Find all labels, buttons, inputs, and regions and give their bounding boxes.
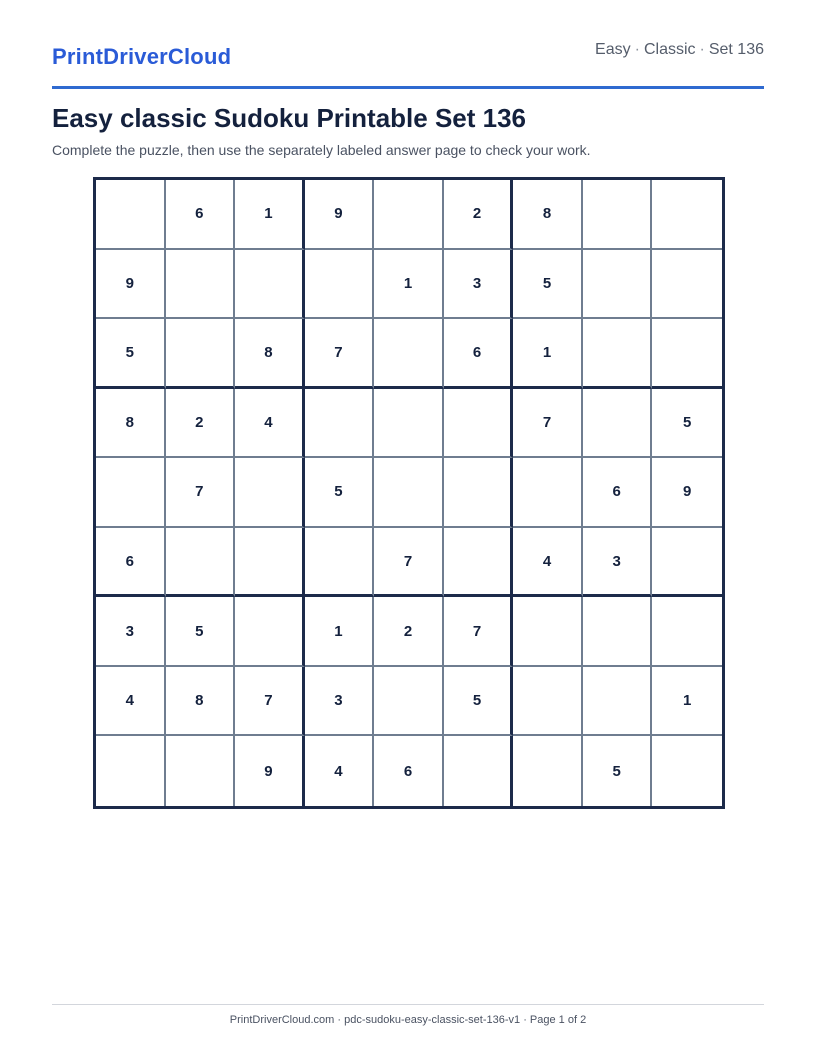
page-footer: PrintDriverCloud.com · pdc-sudoku-easy-classic-set-136-v1 · Page 1 of 2 (52, 1004, 764, 1026)
sudoku-empty-cell[interactable] (583, 180, 653, 250)
sudoku-given-cell[interactable]: 3 (305, 667, 375, 737)
sudoku-empty-cell[interactable] (583, 250, 653, 320)
sudoku-empty-cell[interactable] (652, 319, 722, 389)
sudoku-given-cell[interactable]: 1 (305, 597, 375, 667)
sudoku-given-cell[interactable]: 4 (235, 389, 305, 459)
sudoku-empty-cell[interactable] (444, 528, 514, 598)
sudoku-empty-cell[interactable] (96, 458, 166, 528)
sudoku-empty-cell[interactable] (374, 180, 444, 250)
sudoku-empty-cell[interactable] (235, 458, 305, 528)
sudoku-empty-cell[interactable] (166, 319, 236, 389)
sudoku-given-cell[interactable]: 8 (96, 389, 166, 459)
sudoku-given-cell[interactable]: 6 (374, 736, 444, 806)
sudoku-empty-cell[interactable] (652, 180, 722, 250)
sudoku-empty-cell[interactable] (166, 250, 236, 320)
sudoku-empty-cell[interactable] (444, 389, 514, 459)
sudoku-given-cell[interactable]: 6 (96, 528, 166, 598)
sudoku-empty-cell[interactable] (513, 736, 583, 806)
sudoku-empty-cell[interactable] (583, 667, 653, 737)
sudoku-given-cell[interactable]: 5 (166, 597, 236, 667)
sudoku-empty-cell[interactable] (652, 736, 722, 806)
sudoku-given-cell[interactable]: 4 (96, 667, 166, 737)
sudoku-empty-cell[interactable] (583, 319, 653, 389)
breadcrumb: Easy · Classic · Set 136 (595, 41, 764, 58)
sudoku-given-cell[interactable]: 4 (305, 736, 375, 806)
sudoku-given-cell[interactable]: 3 (444, 250, 514, 320)
sudoku-given-cell[interactable]: 6 (444, 319, 514, 389)
sudoku-given-cell[interactable]: 1 (374, 250, 444, 320)
brand-logo[interactable]: PrintDriverCloud (52, 44, 232, 69)
sudoku-empty-cell[interactable] (444, 736, 514, 806)
sudoku-given-cell[interactable]: 5 (583, 736, 653, 806)
sudoku-given-cell[interactable]: 5 (652, 389, 722, 459)
sudoku-given-cell[interactable]: 5 (96, 319, 166, 389)
sudoku-empty-cell[interactable] (513, 597, 583, 667)
sudoku-empty-cell[interactable] (652, 528, 722, 598)
sudoku-given-cell[interactable]: 7 (305, 319, 375, 389)
sudoku-empty-cell[interactable] (166, 528, 236, 598)
sudoku-given-cell[interactable]: 7 (235, 667, 305, 737)
sudoku-given-cell[interactable]: 8 (166, 667, 236, 737)
sudoku-empty-cell[interactable] (374, 667, 444, 737)
breadcrumb-set: Set 136 (708, 41, 764, 58)
sudoku-given-cell[interactable]: 9 (652, 458, 722, 528)
sudoku-given-cell[interactable]: 9 (96, 250, 166, 320)
sudoku-empty-cell[interactable] (374, 319, 444, 389)
sudoku-given-cell[interactable]: 7 (374, 528, 444, 598)
sudoku-given-cell[interactable]: 6 (166, 180, 236, 250)
sudoku-empty-cell[interactable] (444, 458, 514, 528)
sudoku-given-cell[interactable]: 3 (583, 528, 653, 598)
sudoku-given-cell[interactable]: 2 (166, 389, 236, 459)
sudoku-empty-cell[interactable] (374, 458, 444, 528)
sudoku-given-cell[interactable]: 5 (444, 667, 514, 737)
sudoku-empty-cell[interactable] (513, 667, 583, 737)
sudoku-given-cell[interactable]: 8 (513, 180, 583, 250)
sudoku-given-cell[interactable]: 3 (96, 597, 166, 667)
sudoku-given-cell[interactable]: 5 (305, 458, 375, 528)
breadcrumb-style: Classic (643, 41, 696, 58)
sudoku-given-cell[interactable]: 8 (235, 319, 305, 389)
sudoku-given-cell[interactable]: 5 (513, 250, 583, 320)
sudoku-empty-cell[interactable] (305, 250, 375, 320)
sudoku-given-cell[interactable]: 9 (305, 180, 375, 250)
sudoku-empty-cell[interactable] (652, 250, 722, 320)
sudoku-given-cell[interactable]: 6 (583, 458, 653, 528)
breadcrumb-difficulty: Easy (595, 41, 631, 58)
sudoku-empty-cell[interactable] (96, 736, 166, 806)
page-header (52, 38, 764, 89)
sudoku-grid (93, 177, 725, 809)
sudoku-empty-cell[interactable] (583, 597, 653, 667)
sudoku-empty-cell[interactable] (583, 389, 653, 459)
sudoku-empty-cell[interactable] (166, 736, 236, 806)
sudoku-empty-cell[interactable] (374, 389, 444, 459)
sudoku-empty-cell[interactable] (652, 597, 722, 667)
sudoku-given-cell[interactable]: 2 (374, 597, 444, 667)
sudoku-given-cell[interactable]: 1 (513, 319, 583, 389)
sudoku-given-cell[interactable]: 7 (444, 597, 514, 667)
sudoku-empty-cell[interactable] (235, 597, 305, 667)
sudoku-empty-cell[interactable] (305, 528, 375, 598)
sudoku-given-cell[interactable]: 7 (513, 389, 583, 459)
sudoku-given-cell[interactable]: 1 (235, 180, 305, 250)
sudoku-given-cell[interactable]: 4 (513, 528, 583, 598)
sudoku-empty-cell[interactable] (305, 389, 375, 459)
sudoku-empty-cell[interactable] (96, 180, 166, 250)
sudoku-empty-cell[interactable] (235, 250, 305, 320)
sudoku-given-cell[interactable]: 1 (652, 667, 722, 737)
page-title: Easy classic Sudoku Printable Set 136 (52, 103, 527, 133)
sudoku-empty-cell[interactable] (235, 528, 305, 598)
page-subtitle: Complete the puzzle, then use the separately labeled answer page to check your work. (52, 142, 591, 158)
sudoku-given-cell[interactable]: 2 (444, 180, 514, 250)
sudoku-given-cell[interactable]: 9 (235, 736, 305, 806)
sudoku-given-cell[interactable]: 7 (166, 458, 236, 528)
sudoku-empty-cell[interactable] (513, 458, 583, 528)
